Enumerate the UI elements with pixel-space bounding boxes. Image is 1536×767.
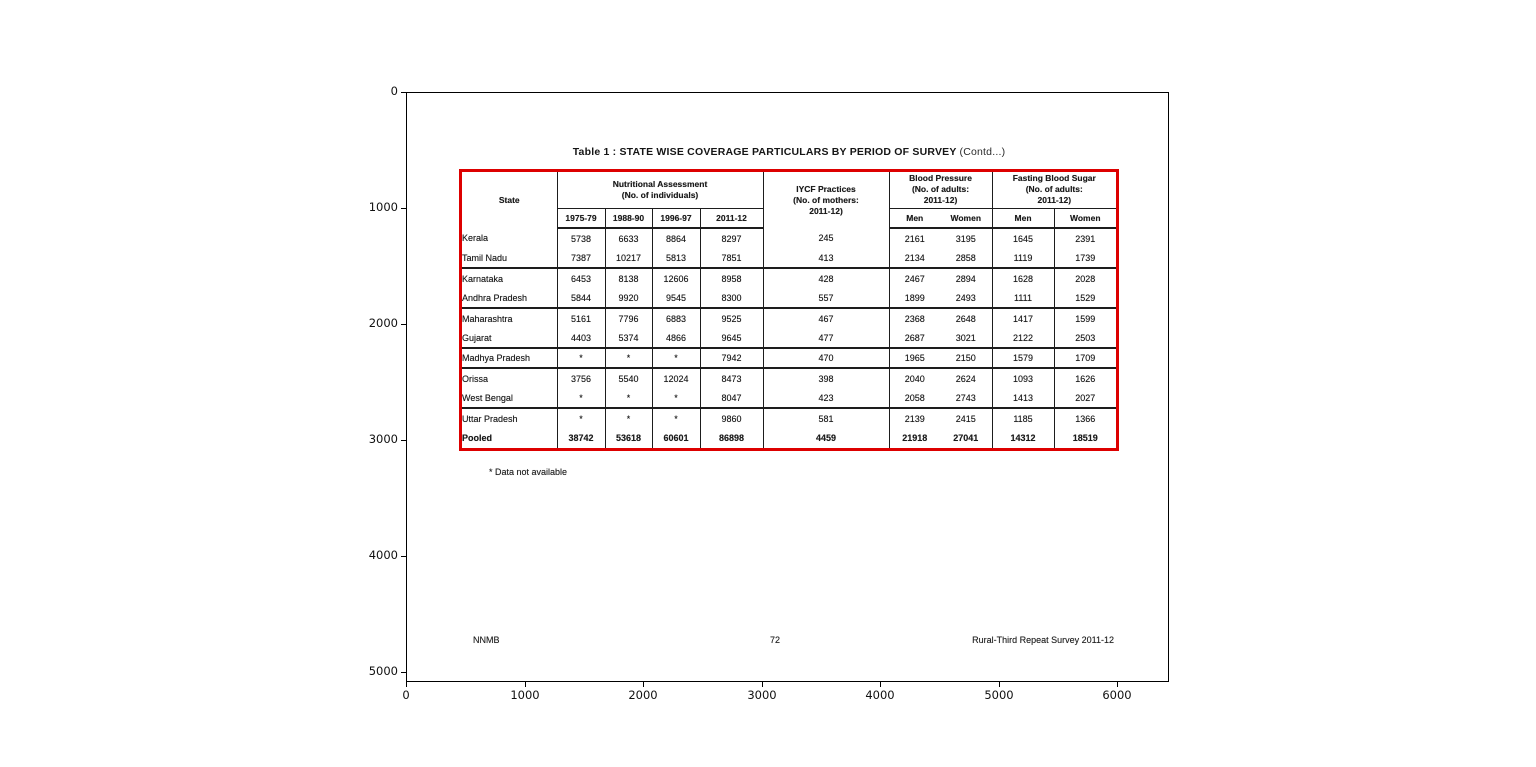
fbs-men-cell: 1185 (992, 408, 1054, 428)
na-1996-97-cell: 5813 (652, 248, 700, 268)
x-tick-label: 4000 (865, 688, 895, 702)
x-tick-mark (880, 682, 881, 687)
y-tick-label: 5000 (368, 664, 398, 678)
iycf-cell: 428 (763, 268, 889, 288)
x-tick-mark (999, 682, 1000, 687)
na-2011-12-cell: 9645 (700, 328, 763, 348)
table-row (462, 288, 1116, 308)
na-subtitle: (No. of individuals) (621, 189, 699, 200)
bp-women-cell: 2624 (940, 368, 992, 388)
na-2011-12-cell: 8300 (700, 288, 763, 308)
fbs-women-cell: 2391 (1054, 228, 1116, 248)
x-tick-label: 5000 (984, 688, 1014, 702)
na-2011-12-cell: 8473 (700, 368, 763, 388)
na-1975-79-cell: * (557, 388, 605, 408)
fbs-line-3: 2011-12) (1037, 195, 1072, 206)
x-tick-label: 1000 (510, 688, 540, 702)
na-1996-97-cell: * (652, 408, 700, 428)
na-2011-12-cell: 9860 (700, 408, 763, 428)
na-2011-12-cell: 7851 (700, 248, 763, 268)
iycf-line-2: (No. of mothers: (793, 194, 859, 205)
iycf-cell: 413 (763, 248, 889, 268)
bp-line-1: Blood Pressure (909, 173, 972, 184)
footer-left: NNMB (473, 635, 500, 645)
na-1988-90-cell: 53618 (605, 428, 652, 448)
na-1988-90-cell: * (605, 348, 652, 368)
bp-women-cell: 2150 (940, 348, 992, 368)
na-2011-12-cell: 86898 (700, 428, 763, 448)
na-1996-97-cell: * (652, 348, 700, 368)
state-cell: Karnataka (462, 268, 557, 288)
fbs-women-cell: 1709 (1054, 348, 1116, 368)
fbs-women-cell: 2028 (1054, 268, 1116, 288)
fbs-women-cell: 1529 (1054, 288, 1116, 308)
iycf-cell: 398 (763, 368, 889, 388)
table-header (462, 172, 1116, 228)
na-1996-97-cell: * (652, 388, 700, 408)
x-tick-label: 6000 (1102, 688, 1132, 702)
state-cell: West Bengal (462, 392, 513, 403)
fbs-women-cell: 2503 (1054, 328, 1116, 348)
bp-men-cell: 1899 (889, 288, 940, 308)
table-title-contd-text: (Contd...) (959, 146, 1006, 158)
bp-women-cell: 27041 (953, 433, 979, 443)
y-tick-label: 1000 (368, 200, 398, 214)
iycf-cell: 245 (763, 228, 889, 248)
bp-men-cell: 2058 (889, 388, 940, 408)
iycf-cell: 4459 (763, 428, 889, 448)
header-year-1988-90: 1988-90 (605, 208, 652, 228)
header-blood-pressure (889, 172, 992, 208)
state-cell: Kerala (462, 233, 489, 243)
na-1996-97-cell: 60601 (652, 428, 700, 448)
na-1988-90-cell: 7796 (605, 308, 652, 328)
na-1975-79-cell: 38742 (557, 428, 605, 448)
na-1996-97-cell: 4866 (652, 328, 700, 348)
na-1988-90-cell: 5540 (605, 368, 652, 388)
bp-women-cell: 3021 (955, 332, 976, 343)
iycf-line-3: 2011-12) (809, 205, 843, 216)
iycf-cell: 467 (763, 308, 889, 328)
na-2011-12-cell: 9525 (700, 308, 763, 328)
fbs-men-cell: 1413 (992, 388, 1054, 408)
na-1988-90-cell: 6633 (605, 228, 652, 248)
header-fbs-women: Women (1054, 208, 1116, 228)
y-tick-mark (401, 92, 406, 93)
fbs-men-cell: 1119 (992, 248, 1054, 268)
na-title: Nutritional Assessment (612, 178, 708, 189)
x-tick-mark (1117, 682, 1118, 687)
table-row (462, 428, 1116, 448)
header-year-1975-79: 1975-79 (557, 208, 605, 228)
fbs-men-cell: 1645 (992, 228, 1054, 248)
na-2011-12-cell: 8047 (700, 388, 763, 408)
bp-line-2: (No. of adults: (911, 184, 970, 195)
fbs-men-cell: 14312 (992, 428, 1054, 448)
na-1975-79-cell: 7387 (557, 248, 605, 268)
table-row (462, 368, 1116, 388)
footnote: * Data not available (489, 467, 568, 477)
x-tick-label: 0 (402, 688, 410, 702)
y-tick-label: 0 (390, 84, 398, 98)
x-tick-label: 3000 (747, 688, 777, 702)
bp-women-cell: 2858 (955, 252, 976, 263)
na-1975-79-cell: 5844 (557, 288, 605, 308)
na-1988-90-cell: 5374 (605, 328, 652, 348)
header-year-2011-12: 2011-12 (700, 208, 763, 228)
bp-men-cell: 2040 (889, 368, 940, 388)
na-1988-90-cell: 10217 (605, 248, 652, 268)
header-row-1 (462, 172, 1116, 208)
state-cell: Pooled (462, 433, 493, 443)
table-row (462, 388, 1116, 408)
y-tick-mark (401, 208, 406, 209)
na-1975-79-cell: * (557, 408, 605, 428)
header-year-1996-97: 1996-97 (652, 208, 700, 228)
bp-women-cell: 2743 (955, 392, 976, 403)
x-tick-mark (762, 682, 763, 687)
na-1996-97-cell: 8864 (652, 228, 700, 248)
fbs-men-cell: 2122 (992, 328, 1054, 348)
na-1996-97-cell: 12024 (652, 368, 700, 388)
state-cell: Maharashtra (462, 308, 557, 328)
fbs-men-cell: 1093 (992, 368, 1054, 388)
bp-men-cell: 21918 (889, 428, 940, 448)
y-tick-label: 3000 (368, 432, 398, 446)
table-row (462, 268, 1116, 288)
x-tick-mark (406, 682, 407, 687)
fbs-women-cell: 1626 (1054, 368, 1116, 388)
bp-women-cell: 3195 (955, 233, 976, 244)
table-row (462, 248, 1116, 268)
bp-women-cell: 2493 (955, 292, 976, 303)
y-tick-mark (401, 324, 406, 325)
fbs-women-cell: 18519 (1054, 428, 1116, 448)
header-fasting-blood-sugar (992, 172, 1116, 208)
na-1988-90-cell: * (605, 408, 652, 428)
coverage-table-frame (459, 169, 1119, 451)
x-tick-label: 2000 (628, 688, 658, 702)
fbs-women-cell: 2027 (1054, 388, 1116, 408)
na-1996-97-cell: 12606 (652, 268, 700, 288)
header-fbs-men: Men (992, 208, 1054, 228)
na-1975-79-cell: 5161 (557, 308, 605, 328)
x-tick-mark (643, 682, 644, 687)
na-1975-79-cell: 4403 (557, 328, 605, 348)
y-tick-mark (401, 672, 406, 673)
table-row (462, 348, 1116, 368)
header-nutritional-assessment (557, 172, 763, 208)
iycf-cell: 581 (763, 408, 889, 428)
state-cell: Andhra Pradesh (462, 292, 528, 303)
na-1988-90-cell: 8138 (605, 268, 652, 288)
x-tick-mark (525, 682, 526, 687)
iycf-cell: 423 (763, 388, 889, 408)
na-2011-12-cell: 7942 (700, 348, 763, 368)
table-title (460, 146, 1118, 158)
iycf-line-1: IYCF Practices (796, 183, 856, 194)
footer-page-number: 72 (770, 635, 781, 645)
bp-women-cell: 2894 (940, 268, 992, 288)
bp-men-cell: 2134 (889, 248, 940, 268)
y-tick-mark (401, 440, 406, 441)
header-iycf (763, 172, 889, 228)
bp-men-cell: 2161 (889, 228, 940, 248)
state-cell: Madhya Pradesh (462, 348, 557, 368)
state-cell: Tamil Nadu (462, 252, 508, 263)
table-row (462, 228, 1116, 248)
footer-right: Rural-Third Repeat Survey 2011-12 (972, 635, 1114, 645)
y-tick-label: 2000 (368, 316, 398, 330)
table-row (462, 328, 1116, 348)
bp-men-cell: 2467 (889, 268, 940, 288)
na-1988-90-cell: * (605, 388, 652, 408)
na-2011-12-cell: 8958 (700, 268, 763, 288)
na-1975-79-cell: 6453 (557, 268, 605, 288)
fbs-women-cell: 1599 (1054, 308, 1116, 328)
bp-men-cell: 2687 (889, 328, 940, 348)
y-tick-label: 4000 (368, 548, 398, 562)
na-1996-97-cell: 9545 (652, 288, 700, 308)
state-cell: Orissa (462, 368, 557, 388)
na-1996-97-cell: 6883 (652, 308, 700, 328)
state-cell: Uttar Pradesh (462, 408, 557, 428)
header-bp-women: Women (940, 208, 992, 228)
bp-women-cell: 2648 (940, 308, 992, 328)
table-row (462, 308, 1116, 328)
iycf-cell: 557 (763, 288, 889, 308)
fbs-line-1: Fasting Blood Sugar (1012, 173, 1096, 184)
iycf-cell: 470 (763, 348, 889, 368)
na-1975-79-cell: 5738 (557, 228, 605, 248)
fbs-women-cell: 1739 (1054, 248, 1116, 268)
fbs-women-cell: 1366 (1054, 408, 1116, 428)
na-1975-79-cell: 3756 (557, 368, 605, 388)
bp-women-cell: 2415 (940, 408, 992, 428)
fbs-men-cell: 1111 (992, 288, 1054, 308)
iycf-cell: 477 (763, 328, 889, 348)
header-state: State (498, 195, 520, 205)
y-tick-mark (401, 556, 406, 557)
table-title-main: Table 1 : STATE WISE COVERAGE PARTICULARS BY PERIOD OF SURVEY (572, 146, 957, 158)
fbs-men-cell: 1628 (992, 268, 1054, 288)
state-cell: Gujarat (462, 332, 492, 343)
bp-men-cell: 2368 (889, 308, 940, 328)
fbs-line-2: (No. of adults: (1025, 184, 1083, 195)
table-row (462, 408, 1116, 428)
table-body (462, 228, 1116, 448)
bp-men-cell: 2139 (889, 408, 940, 428)
bp-line-3: 2011-12) (923, 195, 958, 206)
coverage-table (462, 172, 1116, 448)
na-1975-79-cell: * (557, 348, 605, 368)
na-2011-12-cell: 8297 (700, 228, 763, 248)
fbs-men-cell: 1417 (992, 308, 1054, 328)
fbs-men-cell: 1579 (992, 348, 1054, 368)
na-1988-90-cell: 9920 (605, 288, 652, 308)
header-bp-men: Men (889, 208, 940, 228)
bp-men-cell: 1965 (889, 348, 940, 368)
